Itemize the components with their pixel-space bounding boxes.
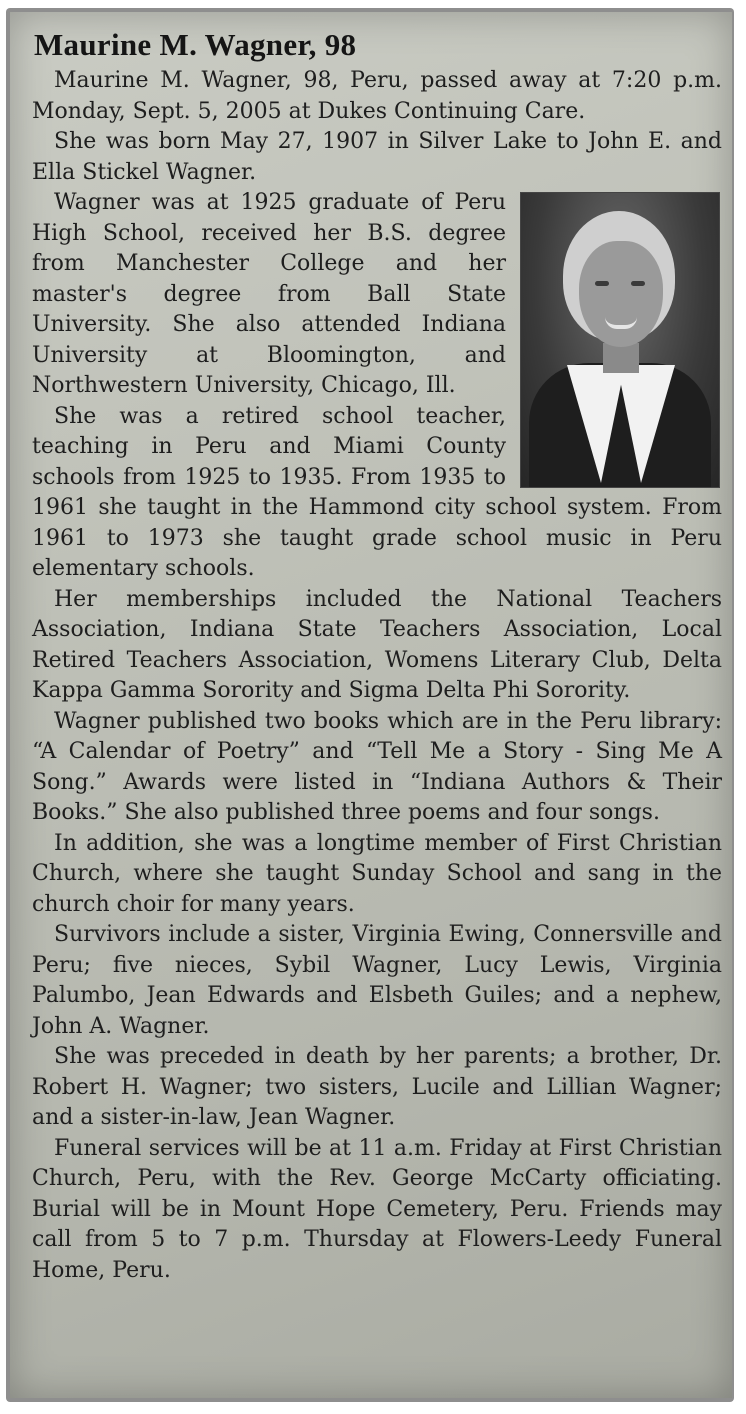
portrait-photo [520, 192, 720, 488]
obituary-article [32, 26, 722, 1286]
paragraph-survivors: Survivors include a sister, Virginia Ewing, Connersville and Peru; five nieces, Sybil Wagner, Lucy Lewis, Virginia Palumbo, Jean Edwards and Elsbeth Guiles; and a nephew, John A. Wagner. [32, 922, 722, 1039]
newspaper-clipping [10, 12, 732, 1398]
paragraph-career: She was a retired school teacher, teaching in Peru and Miami County schools from 1925 to 1935. From 1935 to 1961 she taught in the Hammond city school system. From 1961 to 1973 she taught grade school music in Peru elementary schools. [32, 403, 722, 581]
paragraph-death-notice: Maurine M. Wagner, 98, Peru, passed away at 7:20 p.m. Monday, Sept. 5, 2005 at Dukes Continuing Care. [32, 68, 722, 124]
obituary-headline: Maurine M. Wagner, 98 [34, 27, 357, 62]
paragraph-church: In addition, she was a longtime member of First Christian Church, where she taught Sunday School and sang in the church choir for many years. [32, 830, 722, 917]
paragraph-education: Wagner was at 1925 graduate of Peru High School, received her B.S. degree from Manchester College and her master's degree from Ball State University. She also attended Indiana University at Bloomington, and Northwestern University, Chicago, Ill. [32, 190, 506, 398]
paragraph-birth: She was born May 27, 1907 in Silver Lake to John E. and Ella Stickel Wagner. [32, 129, 722, 185]
paragraph-services: Funeral services will be at 11 a.m. Friday at First Christian Church, Peru, with the Rev. George McCarty officiating. Burial will be in Mount Hope Cemetery, Peru. Friends may call from 5 to 7 p.m. Thursday at Flowers-Leedy Funeral Home, Peru. [32, 1135, 722, 1283]
paragraph-memberships: Her memberships included the National Teachers Association, Indiana State Teachers Association, Local Retired Teachers Association, Womens Literary Club, Delta Kappa Gamma Sorority and Sigma Delta Phi Sorority. [32, 586, 722, 703]
paragraph-preceded: She was preceded in death by her parents; a brother, Dr. Robert H. Wagner; two sisters, Lucile and Lillian Wagner; and a sister-in-law, Jean Wagner. [32, 1044, 722, 1130]
paragraph-publications: Wagner published two books which are in the Peru library: “A Calendar of Poetry” and “Tell Me a Story - Sing Me A Song.” Awards were listed in “Indiana Authors & Their Books.” She also published three poems and four songs. [32, 708, 722, 825]
